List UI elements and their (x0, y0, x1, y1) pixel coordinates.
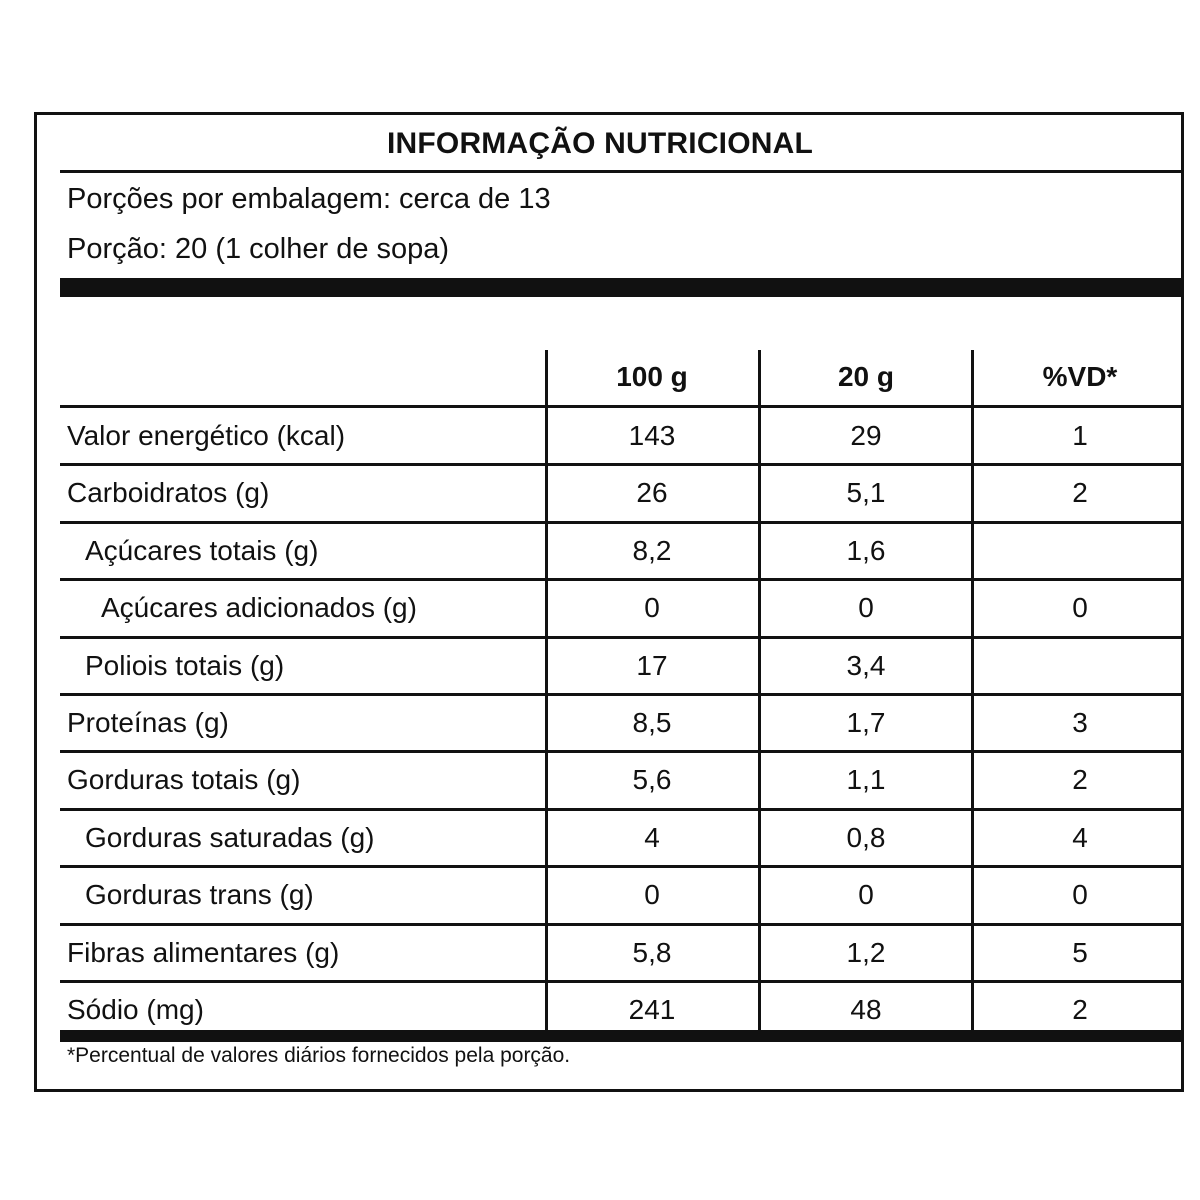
title-divider (60, 170, 1184, 173)
nutrient-value: 2 (1072, 477, 1088, 509)
nutrient-value: 1 (1072, 420, 1088, 451)
nutrient-value: 26 (636, 477, 668, 509)
nutrient-value: 3 (1072, 707, 1088, 738)
nutrient-value: 1,2 (846, 936, 886, 968)
column-header: 100 g (616, 361, 688, 392)
column-divider (758, 350, 761, 1032)
nutrient-value: 2 (1072, 764, 1088, 796)
nutrient-value: 241 (628, 994, 676, 1025)
nutrient-value: 1,6 (846, 534, 886, 566)
nutrient-value: 4 (1072, 821, 1088, 853)
label-title: INFORMAÇÃO NUTRICIONAL (386, 127, 814, 160)
serving-size: Porção: 20 (1 colher de sopa) (67, 233, 450, 265)
nutrient-value: 0 (644, 879, 660, 911)
nutrient-value: 48 (850, 994, 882, 1025)
column-divider (971, 350, 974, 1032)
nutrient-value: 1,7 (846, 707, 886, 738)
nutrient-value (980, 523, 1180, 579)
table-bottom-divider (60, 1030, 1184, 1042)
nutrient-name: Valor energético (kcal) (67, 420, 346, 451)
nutrient-value: 5 (1072, 936, 1088, 968)
nutrient-value: 0 (858, 879, 874, 911)
nutrient-value: 2 (1072, 994, 1088, 1025)
column-divider (545, 350, 548, 1032)
nutrient-value: 3,4 (846, 649, 886, 681)
nutrient-value: 1,1 (846, 764, 886, 796)
thick-divider (60, 278, 1184, 297)
nutrient-name: Açúcares totais (g) (85, 534, 319, 566)
nutrient-value: 0 (858, 592, 874, 624)
nutrient-name: Gorduras saturadas (g) (85, 821, 375, 853)
footnote: *Percentual de valores diários fornecidos pela porção. (67, 1044, 571, 1067)
nutrient-name: Proteínas (g) (67, 707, 229, 738)
nutrient-name: Fibras alimentares (g) (67, 936, 340, 968)
nutrient-value: 0 (1072, 592, 1088, 624)
servings-per-package: Porções por embalagem: cerca de 13 (67, 183, 551, 215)
nutrient-value (980, 638, 1180, 694)
nutrient-value: 8,2 (632, 534, 672, 566)
nutrient-name: Carboidratos (g) (67, 477, 270, 509)
nutrient-value: 29 (850, 420, 882, 451)
nutrient-name: Sódio (mg) (67, 994, 204, 1025)
nutrient-name: Gorduras trans (g) (85, 879, 314, 911)
column-header: %VD* (1042, 361, 1118, 392)
column-header: 20 g (837, 361, 895, 392)
nutrient-value: 17 (636, 649, 668, 681)
nutrient-value: 143 (628, 420, 676, 451)
nutrient-value: 0,8 (846, 821, 886, 853)
nutrient-value: 0 (644, 592, 660, 624)
nutrient-name: Poliois totais (g) (85, 649, 285, 681)
nutrient-value: 0 (1072, 879, 1088, 911)
nutrient-name: Gorduras totais (g) (67, 764, 301, 796)
nutrient-value: 4 (644, 821, 660, 853)
nutrient-value: 8,5 (632, 707, 672, 738)
nutrient-value: 5,8 (632, 936, 672, 968)
nutrient-value: 5,6 (632, 764, 672, 796)
nutrient-name: Açúcares adicionados (g) (101, 592, 417, 624)
nutrient-value: 5,1 (846, 477, 886, 509)
